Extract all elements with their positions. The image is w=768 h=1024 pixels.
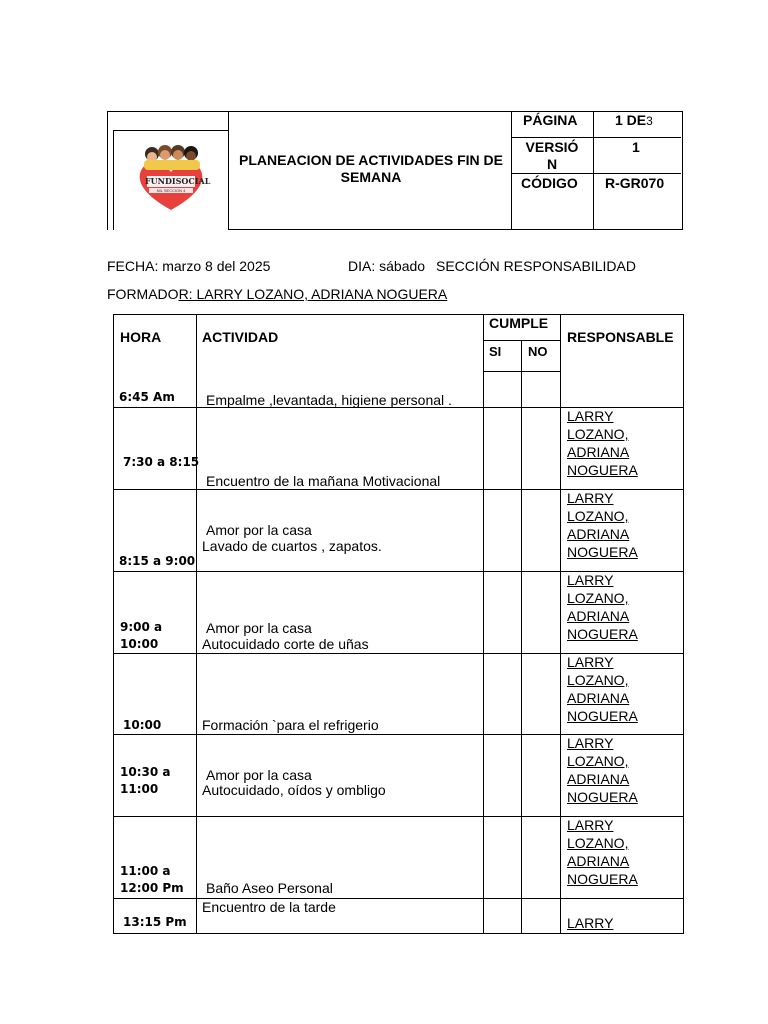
header-divider-2 [511,111,512,229]
row-actividad: Amor por la casa [206,522,312,538]
responsable-line: LOZANO, [567,426,629,442]
row-actividad: Autocuidado corte de uñas [202,636,369,652]
formador-line [107,286,606,302]
row-responsable [567,653,638,725]
responsable-line: NOGUERA [567,462,638,478]
responsable-line: LOZANO, [567,672,629,688]
responsable-line: NOGUERA [567,871,638,887]
responsable-line: LARRY [567,654,614,670]
responsable-line: LARRY [567,572,614,588]
row-hora: 7:30 a 8:15 [123,455,200,469]
row-hora: 8:15 a 9:00 [119,554,196,568]
fundisocial-logo [136,140,211,212]
row-actividad: Formación `para el refrigerio [202,717,379,733]
responsable-line: LARRY [567,408,614,424]
cumple-hline [483,340,560,341]
header-divider-3 [593,111,594,229]
row-actividad: Baño Aseo Personal [206,880,333,896]
version-label: VERSIÓN [525,139,579,172]
row-line-7 [113,898,683,899]
version-value: 1 [632,139,640,155]
responsable-line: ADRIANA [567,853,630,869]
header-hline-2 [511,173,681,174]
header-actividad: ACTIVIDAD [202,329,279,345]
formador-names: R: LARRY LOZANO, ADRIANA NOGUERA [178,286,448,302]
responsable-line: ADRIANA [567,444,630,460]
row-hora: 11:00 a 12:00 Pm [120,864,184,895]
pagina-value-main: 1 DE [615,112,647,128]
responsable-line: ADRIANA [567,608,630,624]
logo-text: FUNDISOCIAL [145,176,211,186]
seccion: SECCIÓN RESPONSABILIDAD [436,258,636,274]
row-responsable [567,407,638,479]
responsable-line: LARRY [567,817,614,833]
responsable-line: ADRIANA [567,690,630,706]
responsable-line: LARRY [567,735,614,751]
header-hline-1 [511,137,681,138]
header-hora: HORA [120,329,162,345]
document-title: PLANEACION DE ACTIVIDADES FIN DE SEMANA [239,152,503,185]
codigo-label: CÓDIGO [521,175,578,191]
pagina-label: PÁGINA [523,112,578,128]
fecha: FECHA: marzo 8 del 2025 [107,258,271,274]
logo-subtext: NIL SECCION 4 [156,188,186,193]
row-hora: 10:00 [123,718,162,732]
responsable-line: NOGUERA [567,626,638,642]
formador-prefix: FORMADO [107,286,179,302]
row-actividad: Amor por la casa [206,620,312,636]
row-responsable [567,734,638,806]
row-actividad: Encuentro de la mañana Motivacional [206,473,441,489]
responsable-line: LOZANO, [567,590,629,606]
sino-hline [483,371,560,372]
row-hora: 6:45 Am [119,390,175,404]
responsable-line: ADRIANA [567,526,630,542]
row-actividad: Lavado de cuartos , zapatos. [202,538,382,554]
row-responsable [567,816,638,888]
responsable-line: LARRY [567,490,614,506]
responsable-line: NOGUERA [567,789,638,805]
row-responsable [567,571,638,643]
row-actividad: Autocuidado, oídos y ombligo [202,782,386,798]
pagina-value-total: 3 [646,114,653,128]
row-hora: 10:30 a 11:00 [120,765,171,796]
header-cumple: CUMPLE [489,315,549,331]
responsable-line: NOGUERA [567,708,638,724]
row-hora: 13:15 Pm [123,915,187,929]
header-divider-1 [228,111,229,229]
responsable-line: LARRY [567,915,614,931]
row-actividad: Empalme ,levantada, higiene personal . [206,392,452,408]
responsable-line: ADRIANA [567,771,630,787]
responsable-line: LOZANO, [567,508,629,524]
row-hora: 9:00 a 10:00 [120,620,163,651]
row-actividad: Encuentro de la tarde [202,899,336,915]
responsable-line: LOZANO, [567,753,629,769]
header-no: NO [528,344,548,359]
responsable-line: NOGUERA [567,544,638,560]
header-responsable: RESPONSABLE [567,329,674,345]
row-responsable [567,914,613,932]
row-actividad: Amor por la casa [206,767,312,783]
responsable-line: LOZANO, [567,835,629,851]
row-responsable [567,489,638,561]
col-divider-si [521,340,522,933]
pagina-value [615,112,653,128]
header-si: SI [489,344,502,359]
dia: DIA: sábado [348,258,426,274]
codigo-value: R-GR070 [605,175,665,191]
